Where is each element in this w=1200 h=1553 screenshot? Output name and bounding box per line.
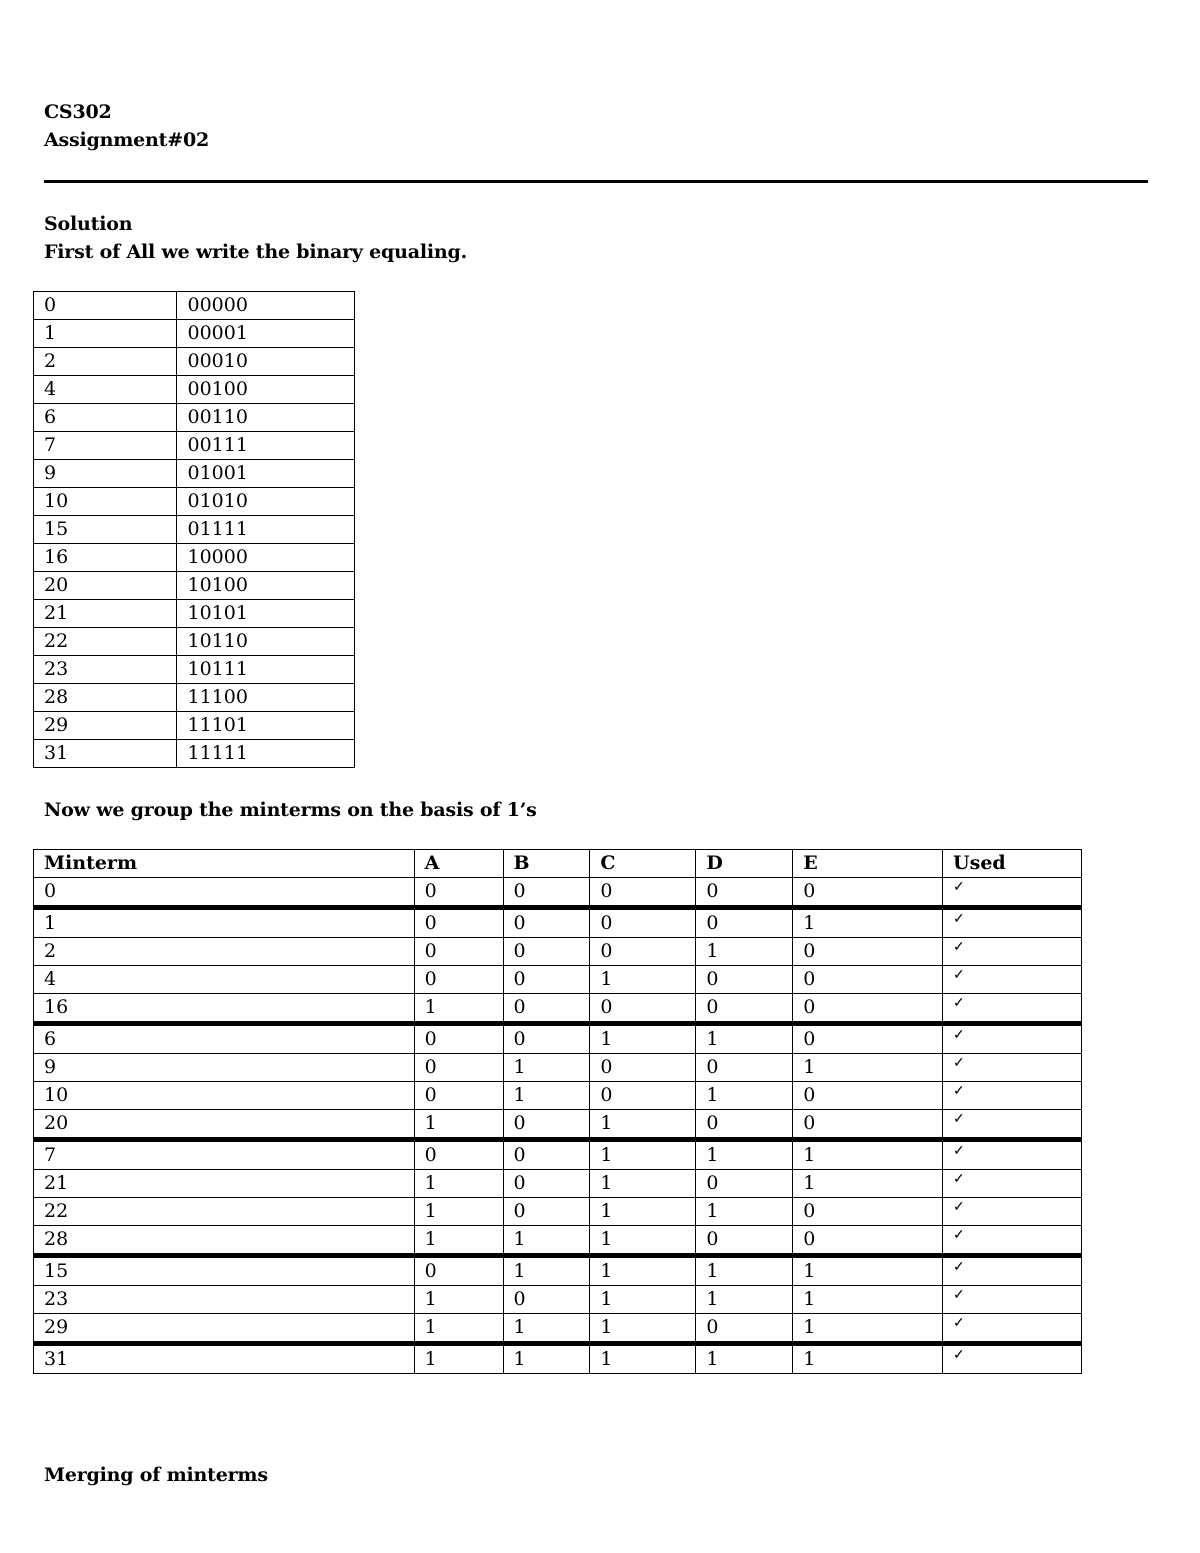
used-cell	[943, 938, 1082, 966]
header-divider	[44, 180, 1148, 183]
bit-cell: 0	[503, 1170, 590, 1198]
bit-cell: 1	[590, 1314, 696, 1344]
column-header: E	[793, 850, 943, 878]
binary-cell: 00111	[177, 432, 355, 460]
bit-cell: 1	[696, 1286, 793, 1314]
decimal-cell: 7	[34, 432, 177, 460]
bit-cell: 0	[503, 1110, 590, 1140]
bit-cell: 0	[503, 938, 590, 966]
bit-cell: 0	[696, 966, 793, 994]
column-header: Minterm	[34, 850, 415, 878]
merging-heading: Merging of minterms	[44, 1464, 268, 1486]
bit-cell: 0	[414, 878, 503, 908]
checkmark-icon: ✓	[953, 1227, 965, 1243]
used-cell	[943, 1140, 1082, 1170]
bit-cell: 1	[696, 1256, 793, 1286]
table-row	[34, 994, 1082, 1024]
checkmark-icon: ✓	[953, 879, 965, 895]
bit-cell: 1	[590, 1286, 696, 1314]
bit-cell: 0	[414, 1024, 503, 1054]
grouping-caption: Now we group the minterms on the basis of 1’s	[44, 799, 537, 821]
minterm-cell: 20	[34, 1110, 415, 1140]
decimal-cell: 10	[34, 488, 177, 516]
checkmark-icon: ✓	[953, 1347, 965, 1363]
used-cell	[943, 966, 1082, 994]
bit-cell: 0	[696, 1226, 793, 1256]
bit-cell: 0	[590, 908, 696, 938]
decimal-cell: 20	[34, 572, 177, 600]
bit-cell: 0	[793, 966, 943, 994]
used-cell	[943, 908, 1082, 938]
bit-cell: 0	[590, 878, 696, 908]
bit-cell: 1	[793, 1344, 943, 1374]
table-row	[34, 292, 355, 320]
table-row	[34, 938, 1082, 966]
binary-equivalents-table	[33, 291, 355, 768]
bit-cell: 1	[414, 1314, 503, 1344]
bit-cell: 0	[503, 1024, 590, 1054]
used-cell	[943, 1286, 1082, 1314]
checkmark-icon: ✓	[953, 1199, 965, 1215]
bit-cell: 0	[414, 966, 503, 994]
bit-cell: 1	[503, 1256, 590, 1286]
table-row	[34, 432, 355, 460]
bit-cell: 0	[696, 994, 793, 1024]
bit-cell: 0	[793, 1198, 943, 1226]
column-header: Used	[943, 850, 1082, 878]
binary-cell: 11111	[177, 740, 355, 768]
minterm-grouping-table	[33, 849, 1082, 1374]
bit-cell: 1	[696, 1140, 793, 1170]
checkmark-icon: ✓	[953, 1171, 965, 1187]
used-cell	[943, 994, 1082, 1024]
binary-cell: 00100	[177, 376, 355, 404]
table-row	[34, 572, 355, 600]
used-cell	[943, 1082, 1082, 1110]
bit-cell: 0	[503, 908, 590, 938]
course-code: CS302	[44, 101, 112, 123]
table-row	[34, 908, 1082, 938]
bit-cell: 0	[590, 1054, 696, 1082]
decimal-cell: 28	[34, 684, 177, 712]
bit-cell: 1	[696, 1082, 793, 1110]
checkmark-icon: ✓	[953, 1259, 965, 1275]
table-row	[34, 1082, 1082, 1110]
column-header: A	[414, 850, 503, 878]
bit-cell: 1	[590, 1140, 696, 1170]
bit-cell: 0	[696, 908, 793, 938]
bit-cell: 0	[414, 1256, 503, 1286]
decimal-cell: 1	[34, 320, 177, 348]
table-row	[34, 1024, 1082, 1054]
bit-cell: 1	[503, 1344, 590, 1374]
bit-cell: 0	[414, 938, 503, 966]
table-row	[34, 1314, 1082, 1344]
decimal-cell: 22	[34, 628, 177, 656]
checkmark-icon: ✓	[953, 1083, 965, 1099]
bit-cell: 1	[696, 1024, 793, 1054]
checkmark-icon: ✓	[953, 939, 965, 955]
table-row	[34, 1198, 1082, 1226]
bit-cell: 1	[414, 1170, 503, 1198]
binary-cell: 01010	[177, 488, 355, 516]
binary-cell: 11101	[177, 712, 355, 740]
bit-cell: 0	[696, 1110, 793, 1140]
bit-cell: 0	[696, 1054, 793, 1082]
table-row	[34, 966, 1082, 994]
bit-cell: 0	[414, 1140, 503, 1170]
decimal-cell: 29	[34, 712, 177, 740]
assignment-title: Assignment#02	[44, 129, 209, 151]
bit-cell: 1	[590, 1226, 696, 1256]
bit-cell: 0	[414, 1054, 503, 1082]
table-row	[34, 740, 355, 768]
minterm-cell: 28	[34, 1226, 415, 1256]
bit-cell: 0	[793, 878, 943, 908]
bit-cell: 1	[414, 994, 503, 1024]
table-row	[34, 1110, 1082, 1140]
decimal-cell: 16	[34, 544, 177, 572]
bit-cell: 1	[414, 1198, 503, 1226]
bit-cell: 1	[793, 1256, 943, 1286]
table-row	[34, 1344, 1082, 1374]
bit-cell: 0	[590, 994, 696, 1024]
minterm-cell: 1	[34, 908, 415, 938]
table-row	[34, 376, 355, 404]
minterm-cell: 7	[34, 1140, 415, 1170]
bit-cell: 1	[503, 1314, 590, 1344]
bit-cell: 0	[696, 1314, 793, 1344]
decimal-cell: 23	[34, 656, 177, 684]
checkmark-icon: ✓	[953, 1055, 965, 1071]
decimal-cell: 4	[34, 376, 177, 404]
decimal-cell: 21	[34, 600, 177, 628]
minterm-cell: 29	[34, 1314, 415, 1344]
bit-cell: 0	[793, 1082, 943, 1110]
checkmark-icon: ✓	[953, 1111, 965, 1127]
column-header: B	[503, 850, 590, 878]
bit-cell: 1	[590, 1024, 696, 1054]
checkmark-icon: ✓	[953, 1287, 965, 1303]
binary-cell: 10100	[177, 572, 355, 600]
minterm-cell: 15	[34, 1256, 415, 1286]
minterm-cell: 22	[34, 1198, 415, 1226]
bit-cell: 0	[793, 994, 943, 1024]
bit-cell: 1	[414, 1110, 503, 1140]
binary-cell: 10111	[177, 656, 355, 684]
bit-cell: 0	[793, 938, 943, 966]
decimal-cell: 2	[34, 348, 177, 376]
binary-cell: 00000	[177, 292, 355, 320]
minterm-cell: 6	[34, 1024, 415, 1054]
used-cell	[943, 1170, 1082, 1198]
used-cell	[943, 1256, 1082, 1286]
table-row	[34, 460, 355, 488]
used-cell	[943, 878, 1082, 908]
minterm-cell: 23	[34, 1286, 415, 1314]
bit-cell: 1	[590, 1170, 696, 1198]
bit-cell: 0	[793, 1226, 943, 1256]
table-row	[34, 1286, 1082, 1314]
binary-cell: 10110	[177, 628, 355, 656]
table-row	[34, 878, 1082, 908]
bit-cell: 1	[503, 1054, 590, 1082]
used-cell	[943, 1344, 1082, 1374]
bit-cell: 1	[793, 1140, 943, 1170]
binary-cell: 10101	[177, 600, 355, 628]
column-header: D	[696, 850, 793, 878]
bit-cell: 1	[414, 1286, 503, 1314]
solution-heading: Solution	[44, 213, 133, 235]
bit-cell: 0	[696, 878, 793, 908]
checkmark-icon: ✓	[953, 995, 965, 1011]
bit-cell: 1	[414, 1226, 503, 1256]
bit-cell: 1	[793, 1170, 943, 1198]
table-row	[34, 320, 355, 348]
table-row	[34, 348, 355, 376]
minterm-cell: 4	[34, 966, 415, 994]
minterm-cell: 0	[34, 878, 415, 908]
bit-cell: 1	[696, 938, 793, 966]
used-cell	[943, 1110, 1082, 1140]
table-row	[34, 1140, 1082, 1170]
bit-cell: 0	[590, 1082, 696, 1110]
table-row	[34, 600, 355, 628]
bit-cell: 1	[793, 908, 943, 938]
decimal-cell: 0	[34, 292, 177, 320]
table-header-row	[34, 850, 1082, 878]
checkmark-icon: ✓	[953, 1027, 965, 1043]
column-header: C	[590, 850, 696, 878]
solution-intro: First of All we write the binary equaling.	[44, 241, 468, 263]
minterm-cell: 10	[34, 1082, 415, 1110]
bit-cell: 1	[590, 1198, 696, 1226]
bit-cell: 0	[414, 1082, 503, 1110]
bit-cell: 1	[793, 1286, 943, 1314]
bit-cell: 0	[503, 1140, 590, 1170]
bit-cell: 0	[503, 1286, 590, 1314]
bit-cell: 1	[503, 1226, 590, 1256]
bit-cell: 0	[414, 908, 503, 938]
used-cell	[943, 1226, 1082, 1256]
bit-cell: 0	[696, 1170, 793, 1198]
bit-cell: 1	[696, 1198, 793, 1226]
binary-cell: 00001	[177, 320, 355, 348]
checkmark-icon: ✓	[953, 967, 965, 983]
checkmark-icon: ✓	[953, 1143, 965, 1159]
used-cell	[943, 1054, 1082, 1082]
binary-cell: 10000	[177, 544, 355, 572]
checkmark-icon: ✓	[953, 1315, 965, 1331]
decimal-cell: 15	[34, 516, 177, 544]
binary-cell: 01001	[177, 460, 355, 488]
bit-cell: 0	[503, 1198, 590, 1226]
bit-cell: 1	[793, 1054, 943, 1082]
bit-cell: 1	[590, 966, 696, 994]
minterm-cell: 31	[34, 1344, 415, 1374]
decimal-cell: 9	[34, 460, 177, 488]
binary-cell: 01111	[177, 516, 355, 544]
bit-cell: 1	[503, 1082, 590, 1110]
bit-cell: 0	[503, 966, 590, 994]
bit-cell: 1	[590, 1344, 696, 1374]
table-row	[34, 1226, 1082, 1256]
table-row	[34, 628, 355, 656]
bit-cell: 0	[793, 1024, 943, 1054]
table-row	[34, 1170, 1082, 1198]
table-row	[34, 488, 355, 516]
table-row	[34, 1054, 1082, 1082]
bit-cell: 1	[793, 1314, 943, 1344]
table-row	[34, 656, 355, 684]
table-row	[34, 712, 355, 740]
bit-cell: 1	[590, 1110, 696, 1140]
table-row	[34, 1256, 1082, 1286]
table-row	[34, 516, 355, 544]
table-row	[34, 684, 355, 712]
binary-cell: 00010	[177, 348, 355, 376]
minterm-cell: 2	[34, 938, 415, 966]
decimal-cell: 6	[34, 404, 177, 432]
bit-cell: 0	[590, 938, 696, 966]
bit-cell: 1	[696, 1344, 793, 1374]
minterm-cell: 21	[34, 1170, 415, 1198]
used-cell	[943, 1314, 1082, 1344]
used-cell	[943, 1024, 1082, 1054]
binary-cell: 00110	[177, 404, 355, 432]
table-row	[34, 544, 355, 572]
bit-cell: 0	[503, 994, 590, 1024]
minterm-cell: 9	[34, 1054, 415, 1082]
checkmark-icon: ✓	[953, 911, 965, 927]
bit-cell: 0	[503, 878, 590, 908]
bit-cell: 1	[590, 1256, 696, 1286]
decimal-cell: 31	[34, 740, 177, 768]
bit-cell: 1	[414, 1344, 503, 1374]
table-row	[34, 404, 355, 432]
bit-cell: 0	[793, 1110, 943, 1140]
binary-cell: 11100	[177, 684, 355, 712]
used-cell	[943, 1198, 1082, 1226]
minterm-cell: 16	[34, 994, 415, 1024]
